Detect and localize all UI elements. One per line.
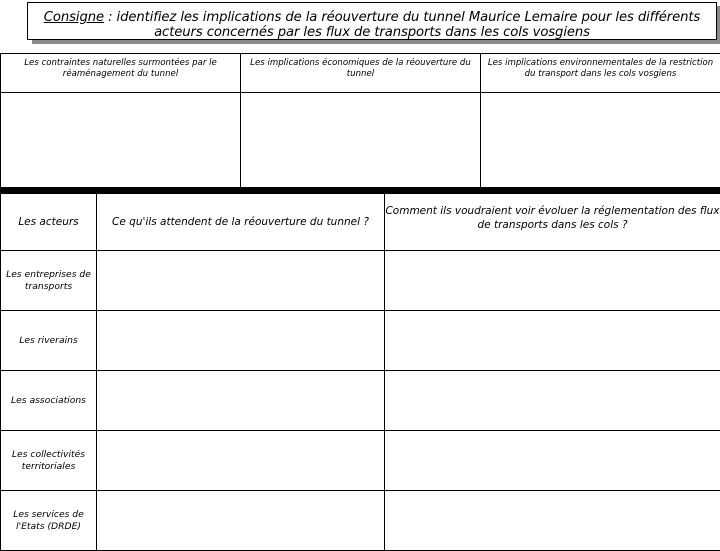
header-expectations: Ce qu'ils attendent de la réouverture du tunnel ? [97,194,385,251]
actor-label: Les riverains [1,311,97,371]
instruction-box [27,2,717,40]
answer-cell[interactable] [385,491,720,551]
header-natural-constraints: Les contraintes naturelles surmontées par le réaménagement du tunnel [1,54,241,93]
header-economic-implications: Les implications économiques de la réouverture du tunnel [241,54,481,93]
instruction-lead: Consigne [44,10,104,25]
answer-cell[interactable] [97,371,385,431]
instruction-text: : identifiez les implications de la réouverture du tunnel Maurice Lemaire pour les différents acteurs concernés par les flux de transports dans les cols vosgiens [104,10,700,40]
answer-cell[interactable] [97,431,385,491]
answer-cell[interactable] [97,491,385,551]
answer-cell[interactable] [385,251,720,311]
actor-label: Les services de l'Etats (DRDE) [1,491,97,551]
answer-cell[interactable] [385,371,720,431]
table-row [1,311,720,371]
answer-cell[interactable] [97,311,385,371]
answer-cell[interactable] [385,431,720,491]
actor-label: Les associations [1,371,97,431]
answer-economic-implications[interactable] [241,93,481,188]
table-row [1,371,720,431]
answer-cell[interactable] [385,311,720,371]
actors-table [0,193,720,551]
implications-answer-row [1,93,720,188]
table-row [1,491,720,551]
answer-natural-constraints[interactable] [1,93,241,188]
table-row [1,431,720,491]
implications-table [0,53,720,188]
table-row [1,251,720,311]
actor-label: Les collectivités territoriales [1,431,97,491]
implications-header-row [1,54,720,93]
header-regulation: Comment ils voudraient voir évoluer la réglementation des flux de transports dans les cols ? [385,194,720,251]
actors-header-row [1,194,720,251]
header-environmental-implications: Les implications environnementales de la restriction du transport dans les cols vosgiens [481,54,720,93]
answer-cell[interactable] [97,251,385,311]
answer-environmental-implications[interactable] [481,93,720,188]
actor-label: Les entreprises de transports [1,251,97,311]
header-actors: Les acteurs [1,194,97,251]
